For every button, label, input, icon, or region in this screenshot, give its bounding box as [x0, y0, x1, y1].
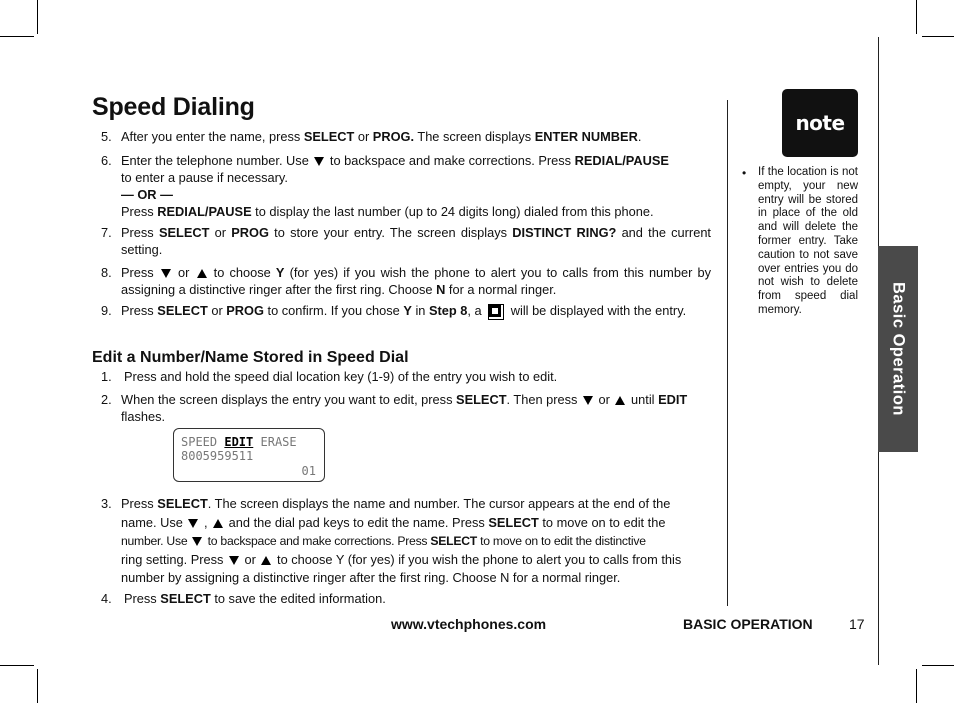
- step-5: After you enter the name, press SELECT or PROG. The screen displays ENTER NUMBER.: [121, 129, 642, 144]
- footer-section: BASIC OPERATION: [683, 616, 813, 632]
- crop-mark: [37, 669, 38, 703]
- down-arrow-icon: [314, 157, 324, 166]
- page-title: Speed Dialing: [92, 93, 255, 121]
- edit-step-1: Press and hold the speed dial location key (1-9) of the entry you wish to edit.: [124, 369, 558, 384]
- edit-step-4: Press SELECT to save the edited information.: [124, 591, 386, 606]
- step-6: Enter the telephone number. Use to backspace and make corrections. Press REDIAL/PAUSE to enter a pause if necessary. — OR — Press REDIAL/PAUSE to display the last number (up to 24 digits long) dialed from this phone.: [121, 153, 669, 219]
- edit-step-2: When the screen displays the entry you want to edit, press SELECT. Then press or until EDIT flashes.: [121, 392, 688, 424]
- step-number: 9.: [101, 303, 112, 318]
- up-arrow-icon: [213, 519, 223, 528]
- crop-mark: [0, 36, 34, 37]
- down-arrow-icon: [192, 537, 202, 546]
- distinctive-ring-icon: [488, 304, 504, 320]
- crop-mark: [922, 36, 954, 37]
- step-9: Press SELECT or PROG to confirm. If you chose Y in Step 8, a will be displayed with the entry.: [121, 303, 687, 318]
- bullet: •: [742, 166, 747, 180]
- step-number: 3.: [101, 496, 112, 511]
- crop-mark: [922, 665, 954, 666]
- section-heading: Edit a Number/Name Stored in Speed Dial: [92, 349, 409, 366]
- step-number: 5.: [101, 129, 112, 144]
- up-arrow-icon: [615, 396, 625, 405]
- lcd-menu-row: SPEED EDIT ERASE: [181, 435, 297, 449]
- down-arrow-icon: [188, 519, 198, 528]
- up-arrow-icon: [197, 269, 207, 278]
- step-number: 1.: [101, 369, 112, 384]
- page-number: 17: [849, 616, 865, 632]
- lcd-number: 8005959511: [181, 449, 254, 463]
- note-badge: note: [782, 89, 858, 157]
- step-number: 6.: [101, 153, 112, 168]
- crop-mark: [0, 665, 34, 666]
- column-divider: [727, 100, 728, 606]
- lcd-location: 01: [301, 464, 316, 478]
- step-7: Press SELECT or PROG to store your entry. The screen displays DISTINCT RING? and the current setting.: [121, 225, 711, 257]
- note-text: If the location is not empty, your new entry will be stored in place of the old and will delete the former entry. Take caution to not save over entries you do not wish to delete from speed dial memory.: [758, 166, 858, 316]
- step-number: 8.: [101, 265, 112, 280]
- step-number: 2.: [101, 392, 112, 407]
- edit-step-3: Press SELECT. The screen displays the name and number. The cursor appears at the end of the name. Use , and the dial pad keys to edit the name. Press SELECT to move on to edit the number. Use to backspace and make corrections. Press SELECT to move on to edit the distinctive ring setting. Press or to choose Y (for yes) if you wish the phone to alert you to calls from this number by assigning a distinctive ringer after the first ring. Choose N for a normal ringer.: [121, 496, 682, 585]
- step-number: 4.: [101, 591, 112, 606]
- crop-mark: [916, 669, 917, 703]
- step-8: Press or to choose Y (for yes) if you wish the phone to alert you to calls from this number by assigning a distinctive ringer after the first ring. Choose N for a normal ringer.: [121, 265, 711, 297]
- down-arrow-icon: [583, 396, 593, 405]
- crop-mark: [916, 0, 917, 34]
- section-tab-label: Basic Operation: [889, 281, 908, 417]
- footer-url: www.vtechphones.com: [391, 616, 547, 632]
- lcd-screen: [173, 428, 325, 482]
- lcd-edit-option: EDIT: [224, 435, 254, 449]
- up-arrow-icon: [261, 556, 271, 565]
- step-number: 7.: [101, 225, 112, 240]
- crop-mark: [37, 0, 38, 34]
- down-arrow-icon: [161, 269, 171, 278]
- down-arrow-icon: [229, 556, 239, 565]
